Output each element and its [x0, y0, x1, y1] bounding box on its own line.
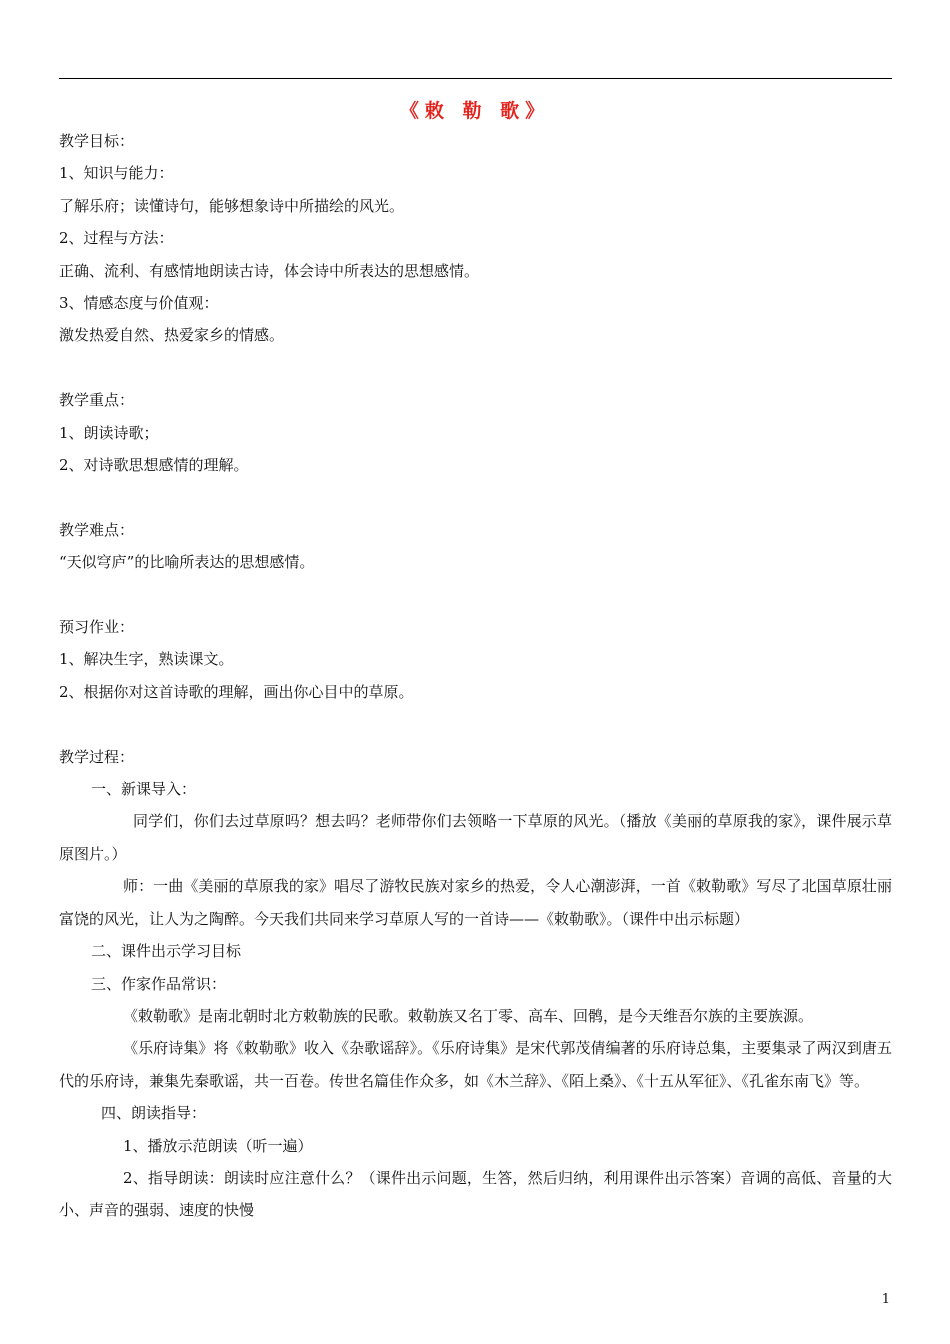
emotion-text: 激发热爱自然、热爱家乡的情感。 [59, 326, 285, 345]
section-2-heading: 二、课件出示学习目标 [91, 942, 242, 961]
process-method-heading: 2、过程与方法： [59, 229, 174, 248]
difficulties-text: “天似穹庐”的比喻所表达的思想感情。 [59, 553, 315, 572]
emotion-heading: 3、情感态度与价值观： [59, 294, 219, 313]
document-body [59, 125, 892, 1227]
header-rule [59, 78, 892, 79]
section-4-paragraph-1: 1、播放示范朗读（听一遍） [123, 1136, 313, 1155]
section-4-heading: 四、朗读指导： [101, 1104, 207, 1123]
section-3-heading: 三、作家作品常识： [91, 974, 227, 993]
homework-item: 1、解决生字，熟读课文。 [59, 650, 234, 669]
process-heading: 教学过程： [59, 747, 135, 766]
document-title: 《敕 勒 歌》 [399, 100, 551, 122]
key-points-heading: 教学重点： [59, 391, 135, 410]
section-3-paragraph-1: 《敕勒歌》是南北朝时北方敕勒族的民歌。敕勒族又名丁零、高车、回鹘，是今天维吾尔族的主要族源。 [123, 1006, 814, 1025]
section-1-paragraph-1: 同学们，你们去过草原吗？想去吗？老师带你们去领略一下草原的风光。（播放《美丽的草原我的家》，课件展示草原图片。） [59, 812, 892, 863]
section-1-paragraph-2: 师：一曲《美丽的草原我的家》唱尽了游牧民族对家乡的热爱，令人心潮澎湃，一首《敕勒歌》写尽了北国草原壮丽富饶的风光，让人为之陶醉。今天我们共同来学习草原人写的一首诗——《敕勒歌》。（课件中出示标题） [59, 877, 892, 928]
homework-heading: 预习作业： [59, 618, 135, 637]
homework-item: 2、根据你对这首诗歌的理解，画出你心目中的草原。 [59, 682, 414, 701]
objectives-heading: 教学目标： [59, 132, 135, 150]
section-3-paragraph-2: 《乐府诗集》将《敕勒歌》收入《杂歌谣辞》。《乐府诗集》是宋代郭茂倩编著的乐府诗总集，主要集录了两汉到唐五代的乐府诗，兼集先秦歌谣，共一百卷。传世名篇佳作众多，如《木兰辞》、《陌上桑》、《十五从军征》、《孔雀东南飞》等。 [59, 1039, 892, 1090]
page-number: 1 [881, 1292, 890, 1307]
section-1-heading: 一、新课导入： [91, 780, 197, 799]
process-method-text: 正确、流利、有感情地朗读古诗，体会诗中所表达的思想感情。 [59, 261, 480, 280]
key-point-item: 1、朗读诗歌； [59, 423, 159, 442]
knowledge-text: 了解乐府；读懂诗句，能够想象诗中所描绘的风光。 [59, 196, 405, 215]
difficulties-heading: 教学难点： [59, 520, 135, 539]
key-point-item: 2、对诗歌思想感情的理解。 [59, 456, 249, 475]
knowledge-heading: 1、知识与能力： [59, 164, 174, 183]
section-4-paragraph-2: 2、指导朗读：朗读时应注意什么？（课件出示问题，生答，然后归纳，利用课件出示答案）音调的高低、音量的大小、声音的强弱、速度的快慢 [59, 1168, 892, 1220]
